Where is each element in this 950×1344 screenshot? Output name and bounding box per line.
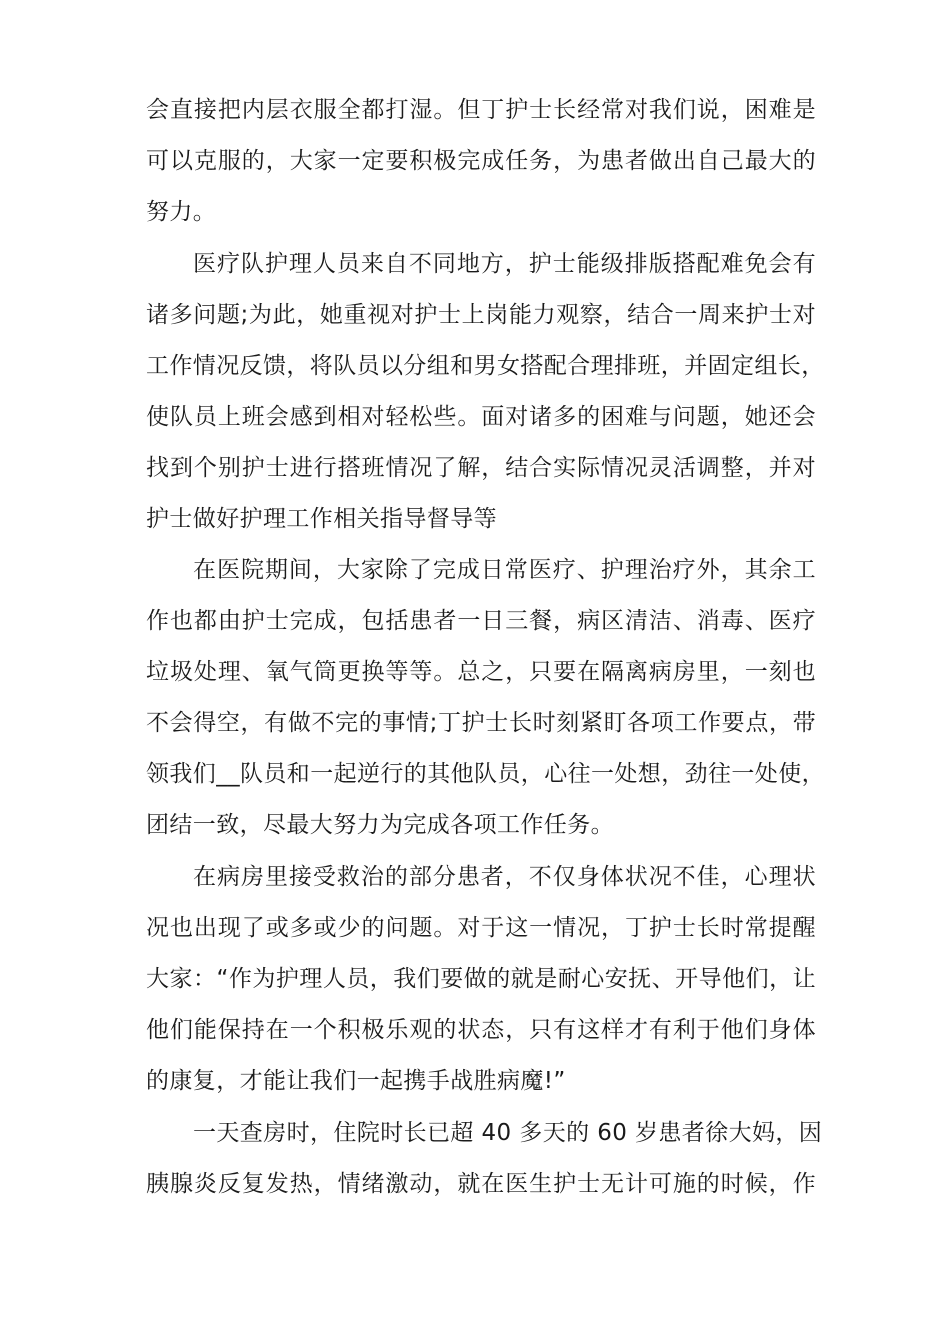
text-line: 作也都由护士完成，包括患者一日三餐，病区清洁、消毒、医疗	[146, 608, 816, 634]
text-line: 诸多问题;为此，她重视对护士上岗能力观察，结合一周来护士对	[146, 302, 816, 328]
text-line: 垃圾处理、氧气筒更换等等。总之，只要在隔离病房里，一刻也	[146, 659, 816, 685]
text-line: 护士做好护理工作相关指导督导等	[146, 506, 497, 532]
text-line: 努力。	[146, 199, 217, 225]
text-line: 医疗队护理人员来自不同地方，护士能级排版搭配难免会有	[193, 251, 816, 277]
text-line: 领我们__队员和一起逆行的其他队员，心往一处想，劲往一处使，	[146, 761, 825, 787]
text-line: 大家：“作为护理人员，我们要做的就是耐心安抚、开导他们，让	[146, 966, 816, 992]
text-line: 团结一致，尽最大努力为完成各项工作任务。	[146, 812, 614, 838]
text-line: 的康复，才能让我们一起携手战胜病魔!”	[146, 1068, 566, 1094]
text-line: 会直接把内层衣服全都打湿。但丁护士长经常对我们说，困难是	[146, 97, 816, 123]
text-line: 胰腺炎反复发热，情绪激动，就在医生护士无计可施的时候，作	[146, 1171, 816, 1197]
text-line: 找到个别护士进行搭班情况了解，结合实际情况灵活调整，并对	[146, 455, 816, 481]
text-line: 况也出现了或多或少的问题。对于这一情况，丁护士长时常提醒	[146, 915, 816, 941]
text-line: 在医院期间，大家除了完成日常医疗、护理治疗外，其余工	[193, 557, 816, 583]
text-line: 在病房里接受救治的部分患者，不仅身体状况不佳，心理状	[193, 864, 816, 890]
text-line: 可以克服的，大家一定要积极完成任务，为患者做出自己最大的	[146, 148, 816, 174]
text-line: 一天查房时，住院时长已超 40 多天的 60 岁患者徐大妈，因	[193, 1120, 823, 1146]
text-line: 他们能保持在一个积极乐观的状态，只有这样才有利于他们身体	[146, 1017, 816, 1043]
text-line: 使队员上班会感到相对轻松些。面对诸多的困难与问题，她还会	[146, 404, 816, 430]
text-line: 不会得空，有做不完的事情;丁护士长时刻紧盯各项工作要点，带	[146, 710, 816, 736]
text-line: 工作情况反馈，将队员以分组和男女搭配合理排班，并固定组长，	[146, 353, 825, 379]
